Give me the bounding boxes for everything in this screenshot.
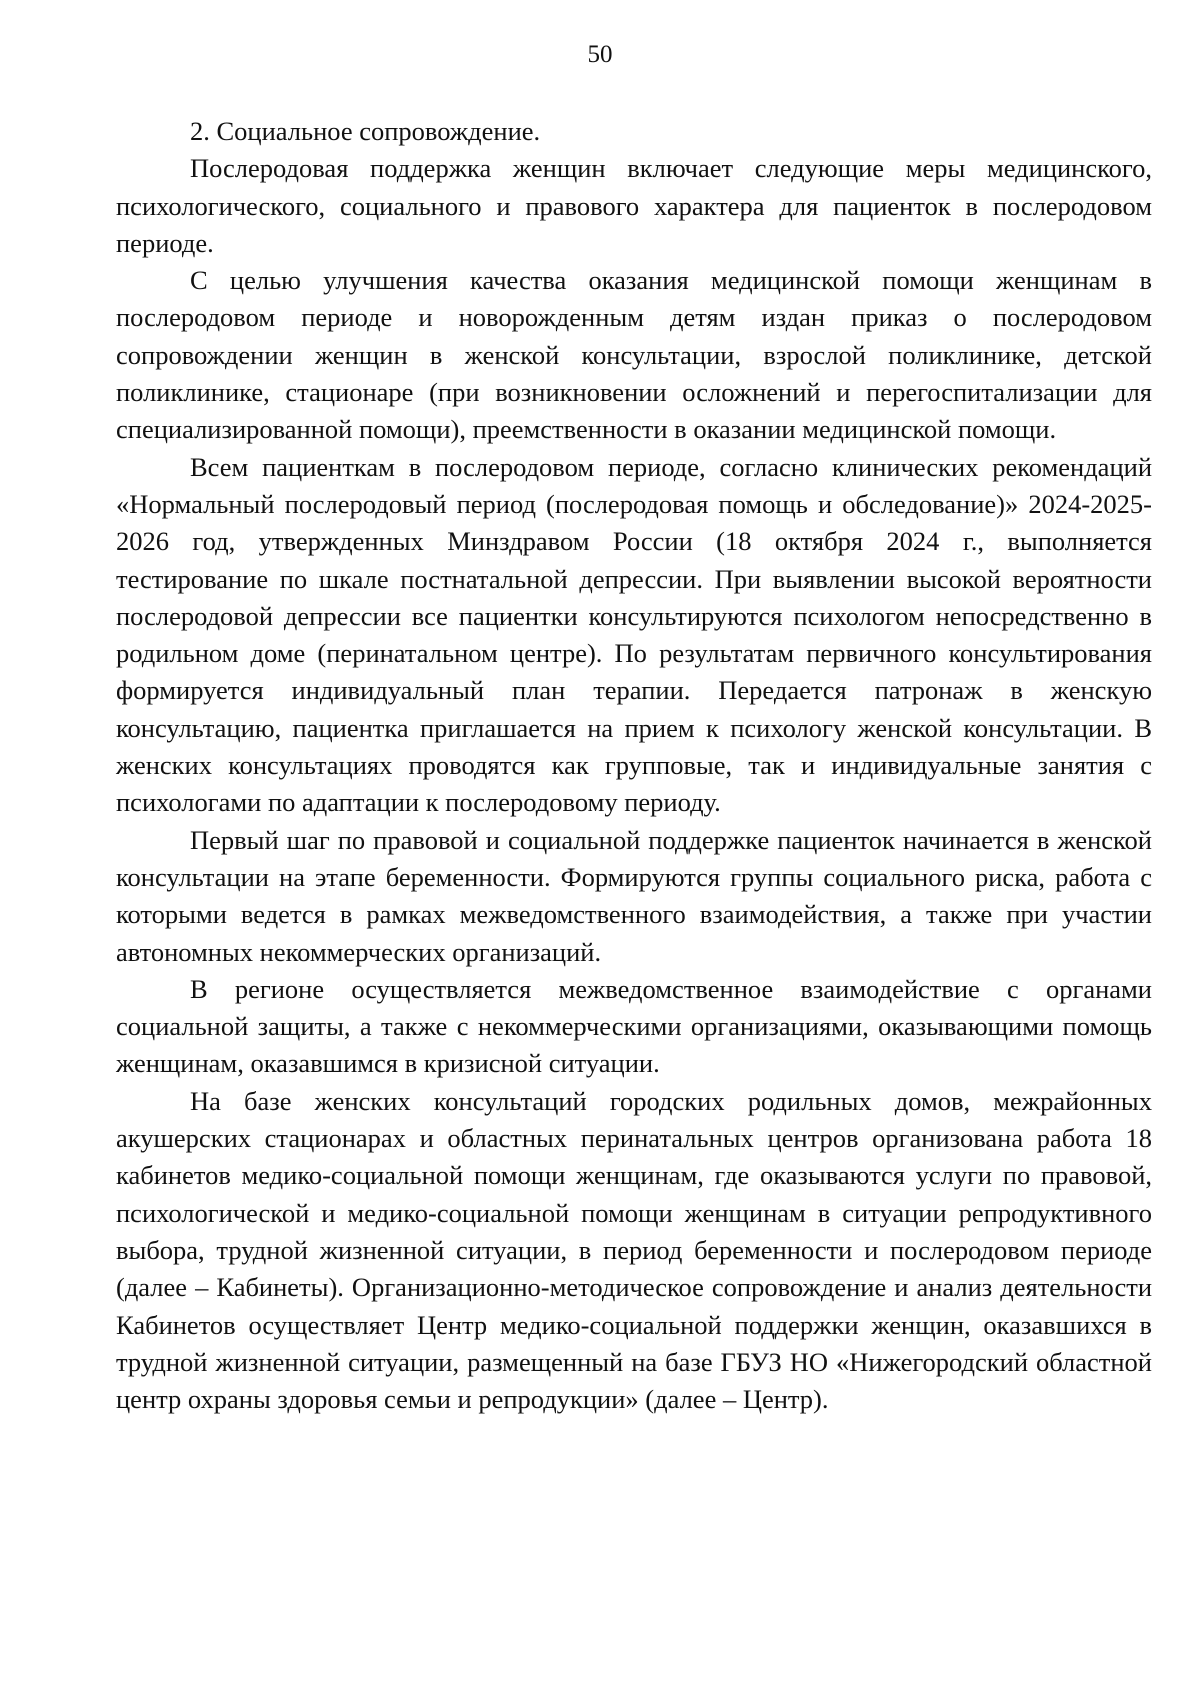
section-heading: 2. Социальное сопровождение. <box>190 116 541 146</box>
paragraph-order-on-support: С целью улучшения качества оказания медицинской помощи женщинам в послеродовом периоде и новорожденным детям издан приказ о послеродовом сопровождении женщин в женской консультации, взрослой поликлинике, детской поликлинике, стационаре (при возникновении осложнений и перегоспитализации для специализированной помощи), преемственности в оказании медицинской помощи. <box>116 265 1152 445</box>
paragraph-legal-social-support: Первый шаг по правовой и социальной поддержке пациенток начинается в женской консультации на этапе беременности. Формируются группы социального риска, работа с которыми ведется в рамках межведомственного взаимодействия, а также при участии автономных некоммерческих организаций. <box>116 824 1152 967</box>
paragraph-medico-social-offices: На базе женских консультаций городских родильных домов, межрайонных акушерских стационарах и областных перинатальных центров организована работа 18 кабинетов медико-социальной помощи женщинам, где оказываются услуги по правовой, психологической и медико-социальной помощи женщинам в ситуации репродуктивного выбора, трудной жизненной ситуации, в период беременности и послеродовом периоде (далее – Кабинеты). Организационно-методическое сопровождение и анализ деятельности Кабинетов осуществляет Центр медико-социальной поддержки женщин, оказавшихся в трудной жизненной ситуации, размещенный на базе ГБУЗ НО «Нижегородский областной центр охраны здоровья семьи и репродукции» (далее – Центр). <box>116 1085 1152 1415</box>
paragraph-interagency-cooperation: В регионе осуществляется межведомственное взаимодействие с органами социальной защиты, а также с некоммерческими организациями, оказывающими помощь женщинам, оказавшимся в кризисной ситуации. <box>116 973 1152 1079</box>
page-number: 50 <box>587 41 613 68</box>
paragraph-depression-screening: Всем пациенткам в послеродовом периоде, согласно клинических рекомендаций «Нормальный послеродовый период (послеродовая помощь и обследование)» 2024-2025-2026 год, утвержденных Минздравом России (18 октября 2024 г., выполняется тестирование по шкале постнатальной депрессии. При выявлении высокой вероятности послеродовой депрессии все пациентки консультируются психологом непосредственно в родильном доме (перинатальном центре). По результатам первичного консультирования формируется индивидуальный план терапии. Передается патронаж в женскую консультацию, пациентка приглашается на прием к психологу женской консультации. В женских консультациях проводятся как групповые, так и индивидуальные занятия с психологами по адаптации к послеродовому периоду. <box>116 451 1152 818</box>
document-body <box>116 113 1152 1418</box>
paragraph-postpartum-support: Послеродовая поддержка женщин включает следующие меры медицинского, психологического, социального и правового характера для пациенток в послеродовом периоде. <box>116 153 1152 258</box>
